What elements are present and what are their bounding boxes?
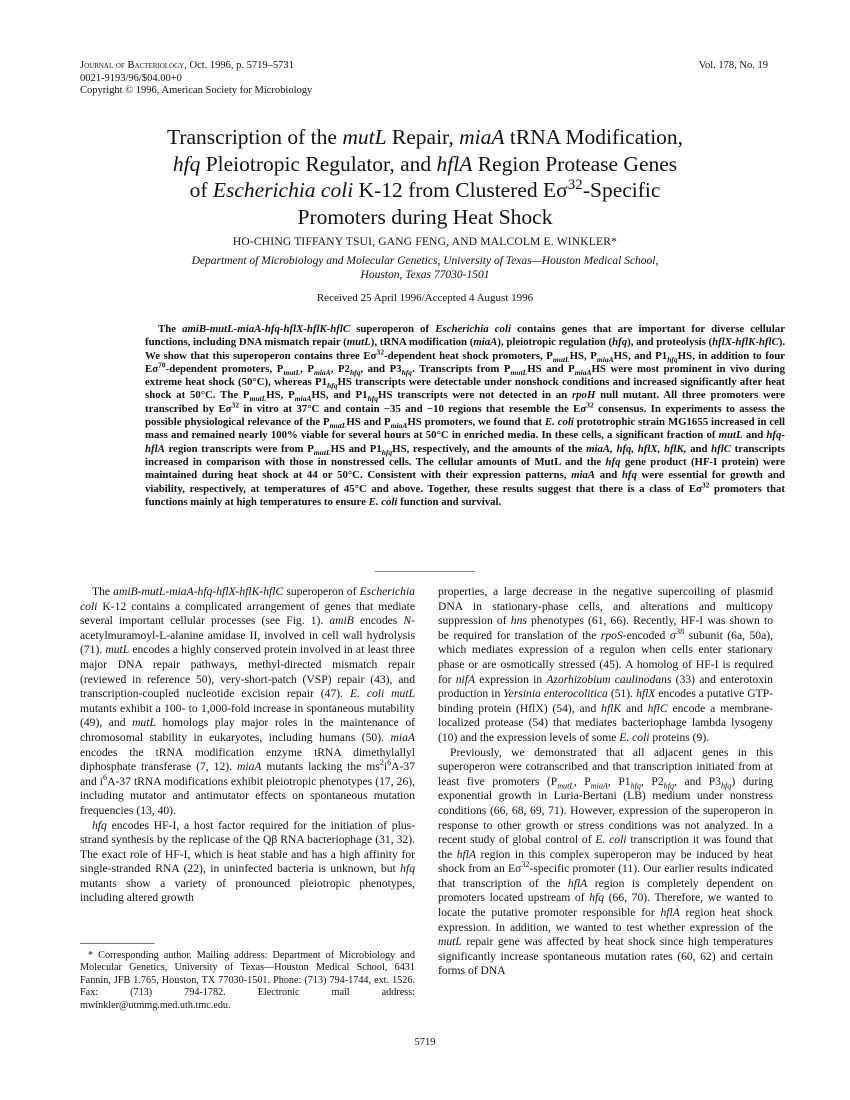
volume-number: Vol. 178, No. 19: [698, 60, 768, 71]
body-paragraph: properties, a large decrease in the negative supercoiling of plasmid DNA in stationary-phase cells, and alterations and multicopy suppression of hns phenotypes (61, 66). Recently, HF-I was shown to be required for translation of the rpoS-encoded $\sigma^{38}$ subunit (6a, 50a), which mediates expression of a regulon when cells enter stationary phase or are osmotically stressed (45). A homolog of HF-I is required for nifA expression in Azorhizobium caulinodans (33) and enterotoxin production in Yersinia enterocolitica (51). hflX encodes a putative GTP-binding protein (HflX) (54), and hflK and hflC encode a membrane-localized protease (54) that mediates bacteriophage lambda lysogeny (10) and the expression levels of some E. coli proteins (9).: [438, 585, 774, 744]
body-paragraph: The amiB-mutL-miaA-hfq-hflX-hflK-hflC superoperon of Escherichia coli K-12 contains a complicated arrangement of genes that mediate several important cellular processes (see Fig. 1). amiB encodes N-acetylmuramoyl-L-alanine amidase II, involved in cell wall hydrolysis (71). mutL encodes a highly conserved protein involved in at least three major DNA repair pathways, methyl-directed mismatch repair (reviewed in reference 50), very-short-patch (VSP) repair (43), and transcription-coupled nucleotide excision repair (47). E. coli mutL mutants exhibit a 100- to 1,000-fold increase in spontaneous mutability (49), and mutL homologs play major roles in the maintenance of chromosomal stability in eukaryotes, including humans (50). miaA encodes the tRNA modification enzyme tRNA dimethylallyl diphosphate transferase (7, 12). miaA mutants lacking the $ms^2i^6A-37$ and $i^6A-37$ tRNA modifications exhibit pleiotropic phenotypes (17, 26), including mutator and antimutator effects on spontaneous mutation frequencies (13, 40).: [80, 585, 416, 817]
footnote-corresponding-author: * Corresponding author. Mailing address: Department of Microbiology and Molecular Genetics, University of Texas—Houston Medical School, 6431 Fannin, JFB 1.765, Houston, TX 77030-1501. Phone: (713) 794-1744, ext. 1526. Fax: (713) 794-1782. Electronic mail address: mwinkler@utmmg.med.uth.tmc.edu.: [80, 950, 415, 1011]
body-paragraph: Previously, we demonstrated that all adjacent genes in this superoperon were cotranscribed and that transcription initiated from at least five promoters ($P_{mutL}$, $P_{miaA}$, $P1_{hfq}$, $P2_{hfq}$, and $P3_{hfq}$) during exponential growth in Luria-Bertani (LB) medium under nonstress conditions (66, 68, 69, 71). However, expression of the superoperon in response to other growth or stress conditions was not analyzed. In a recent study of global control of E. coli transcription it was found that the hflA region in this complex superoperon may be induced by heat shock from an $E\sigma^{32}$-specific promoter (11). Our earlier results indicated that transcription of the hflA region is completely dependent on promoters located upstream of hfq (66, 70). Therefore, we wanted to locate the putative promoter responsible for hflA region heat shock expression. In addition, we wanted to test whether expression of the mutL repair gene was affected by heat shock since high temperatures significantly increase spontaneous mutation rates (60, 62) and certain forms of DNA: [438, 745, 774, 978]
journal-citation: [80, 60, 312, 73]
journal-name: Journal of Bacteriology: [80, 60, 185, 71]
page-number: 5719: [414, 1037, 436, 1048]
running-header-left: [80, 60, 312, 98]
abstract: The amiB-mutL-miaA-hfq-hflX-hflK-hflC superoperon of Escherichia coli contains genes that are important for diverse cellular functions, including DNA mismatch repair (mutL), tRNA modification (miaA), pleiotropic regulation (hfq), and proteolysis (hflX-hflK-hflC). We show that this superoperon contains three $E\sigma^{32}$-dependent heat shock promoters, $P_{mutL}HS$, $P_{miaA}HS$, and $P1_{hfq}HS$, in addition to four $E\sigma^{70}$-dependent promoters, $P_{mutL}$, $P_{miaA}$, $P2_{hfq}$, and $P3_{hfq}$. Transcripts from $P_{mutL}HS$ and $P_{miaA}HS$ were most prominent in vivo during extreme heat shock (50°C), whereas $P1_{hfq}HS$ transcripts were detectable under nonshock conditions and increased significantly after heat shock at 50°C. The $P_{mutL}HS$, $P_{miaA}HS$, and $P1_{hfq}HS$ transcripts were not detected in an rpoH null mutant. All three promoters were transcribed by $E\sigma^{32}$ in vitro at 37°C and contain −35 and −10 regions that resemble the $E\sigma^{32}$ consensus. In experiments to assess the possible physiological relevance of the $P_{mutL}HS$ and $P_{miaA}HS$ promoters, we found that E. coli prototrophic strain MG1655 increased in cell mass and remained nearly 100% viable for several hours at 50°C in enriched media. In these cells, a significant fraction of mutL and hfq-hflA region transcripts were from $P_{mutL}HS$ and $P1_{hfq}HS$, respectively, and the amounts of the miaA, hfq, hflX, hflK, and hflC transcripts increased in comparison with those in nonstressed cells. The cellular amounts of MutL and the hfq gene product (HF-I protein) were maintained during heat shock at 44 or 50°C. Consistent with their expression patterns, miaA and hfq were essential for growth and viability, respectively, at temperatures of 45°C and above. Together, these results suggest that there is a class of $E\sigma^{32}$ promoters that functions mainly at high temperatures to ensure E. coli function and survival.: [145, 323, 786, 508]
footnote-rule: [80, 943, 155, 944]
affiliation: Department of Microbiology and Molecular Genetics, University of Texas—Houston Medical School, Houston, Texas 77030-1501: [191, 255, 659, 281]
article-title: Transcription of the mutL Repair, miaA tRNA Modification, hfq Pleiotropic Regulator, and hflA Region Protease Genes of Escherichia coli K-12 from Clustered $E\sigma^{32}$-Specific Promoters during Heat Shock: [166, 125, 684, 229]
issn: 0021-9193/96/$04.00+0: [80, 72, 182, 84]
body-paragraph: hfq encodes HF-I, a host factor required for the initiation of plus-strand synthesis by the replicase of the Qβ RNA bacteriophage (31, 32). The exact role of HF-I, which is heat stable and has a high affinity for single-stranded RNA (22), in uninfected bacteria is unknown, but hfq mutants show a variety of pronounced pleiotropic phenotypes, including altered growth: [80, 818, 415, 905]
body-column-left: [80, 585, 415, 906]
body-column-right: [438, 585, 773, 979]
issue-date-pages: , Oct. 1996, p. 5719–5731: [184, 60, 294, 71]
section-divider: [375, 571, 475, 572]
copyright: Copyright © 1996, American Society for Microbiology: [80, 85, 313, 96]
author-list: HO-CHING TIFFANY TSUI, GANG FENG, AND MALCOLM E. WINKLER*: [232, 236, 618, 248]
received-accepted-dates: Received 25 April 1996/Accepted 4 August 1996: [316, 292, 534, 304]
